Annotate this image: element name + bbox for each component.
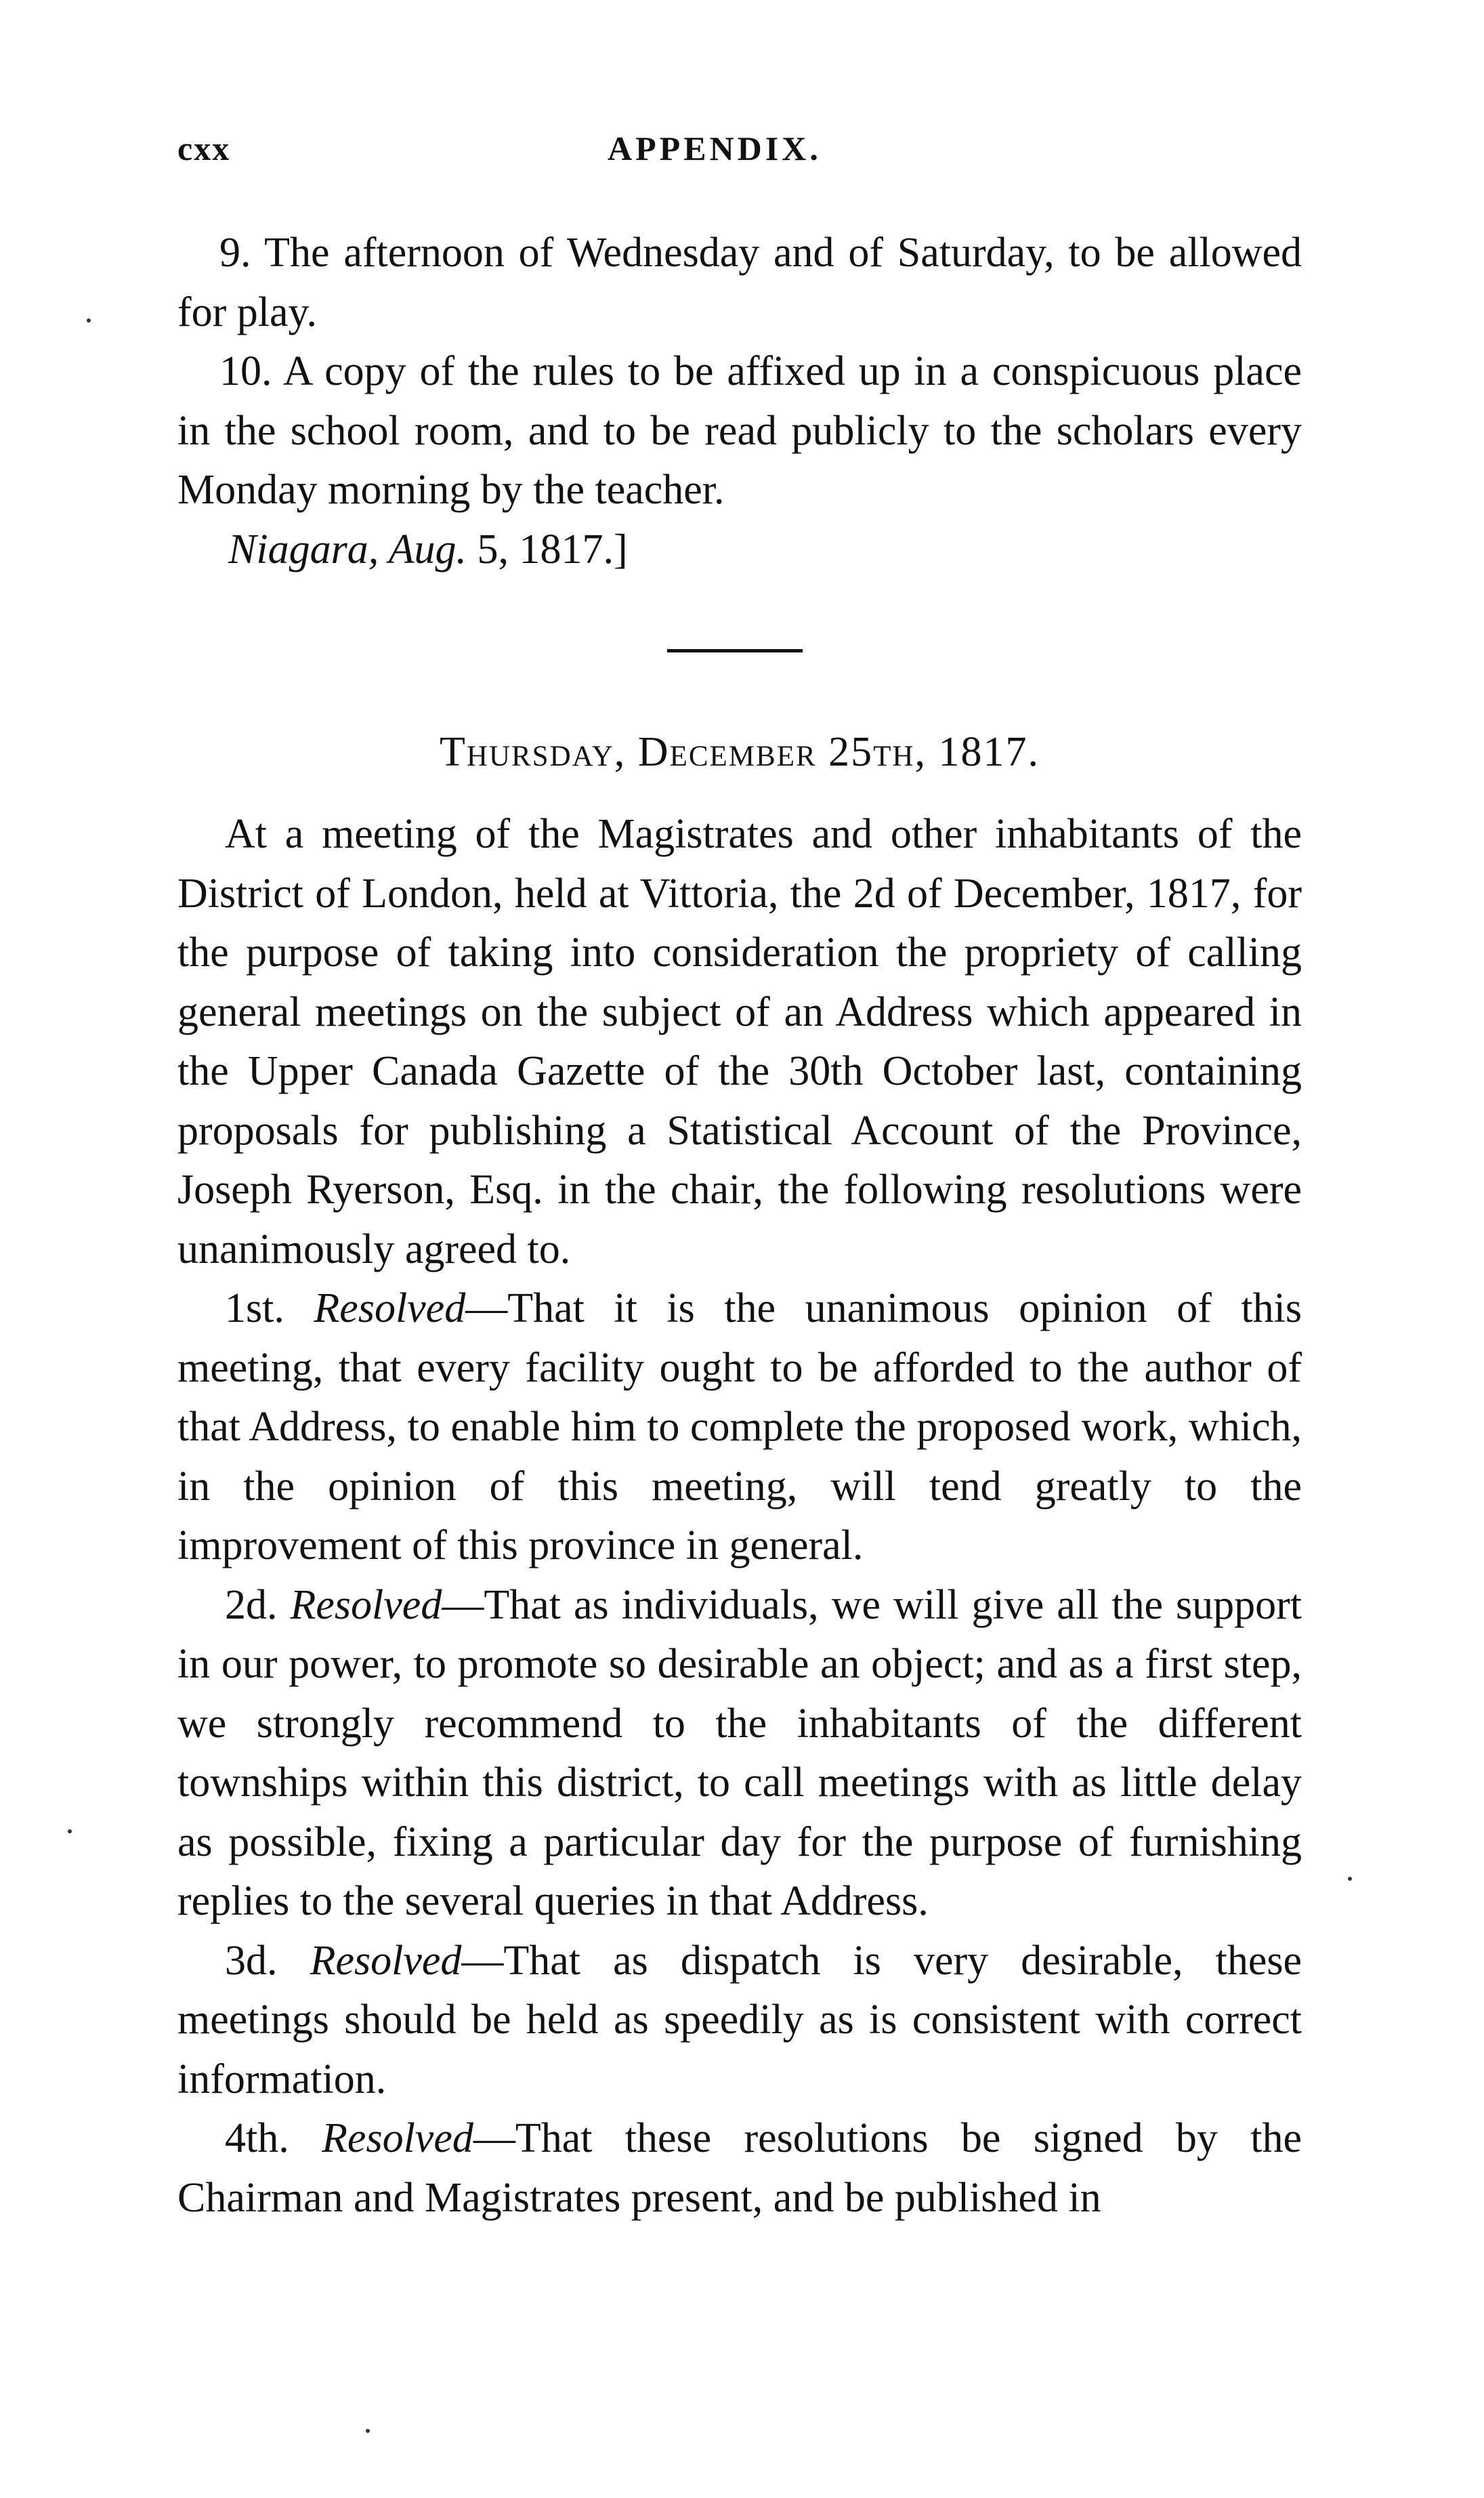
section-divider	[667, 649, 803, 652]
section-heading: Thursday, December 25th, 1817.	[440, 729, 1040, 775]
ink-speck	[366, 2429, 370, 2433]
resolution-2	[177, 1576, 1302, 1932]
resolution-number: 4th.	[225, 2115, 289, 2161]
resolution-label: Resolved	[314, 1285, 466, 1331]
resolution-number: 1st.	[225, 1285, 284, 1331]
ink-speck	[68, 1829, 72, 1833]
running-head	[177, 129, 1302, 176]
dateline-place: Niagara, Aug.	[228, 526, 467, 573]
rule-9: 9. The afternoon of Wednesday and of Saturday, to be allowed for play.	[177, 230, 1302, 335]
meeting-report	[177, 805, 1302, 2228]
resolution-number: 3d.	[225, 1937, 278, 1984]
resolution-1	[177, 1279, 1302, 1576]
rule-10: 10. A copy of the rules to be affixed up in a conspicuous place in the school room, and to be read publicly to the scholars every Monday morning by the teacher.	[177, 348, 1302, 513]
ink-speck	[87, 318, 91, 322]
resolution-text: —That as individuals, we will give all the support in our power, to promote so desirable an object; and as a first step, we strongly recommend to the inhabitants of the different townships within this district, to call meetings with as little delay as possible, fixing a particular day for the purpose of furnishing replies to the several queries in that Address.	[177, 1581, 1302, 1924]
resolution-label: Resolved	[322, 2115, 473, 2161]
dateline	[177, 520, 1302, 580]
running-title: APPENDIX.	[608, 129, 822, 167]
resolution-3	[177, 1932, 1302, 2110]
resolution-text: —That as dispatch is very desirable, these meetings should be held as speedily as is consistent with correct information.	[177, 1937, 1302, 2102]
school-rules-continued	[177, 224, 1302, 579]
resolution-text: —That these resolutions be signed by the Chairman and Magistrates present, and be published in	[177, 2115, 1302, 2221]
page-number: cxx	[177, 129, 231, 167]
dateline-date: 5, 1817.]	[477, 526, 628, 573]
resolution-text: —That it is the unanimous opinion of this meeting, that every facility ought to be afforded to the author of that Address, to enable him to complete the proposed work, which, in the opinion of this meeting, will tend greatly to the improvement of this province in general.	[177, 1285, 1302, 1568]
resolution-label: Resolved	[310, 1937, 462, 1984]
ink-speck	[1348, 1877, 1352, 1881]
resolution-4	[177, 2109, 1302, 2228]
resolution-label: Resolved	[290, 1581, 442, 1628]
resolution-number: 2d.	[225, 1581, 278, 1628]
meeting-intro: At a meeting of the Magistrates and other inhabitants of the District of London, held at Vittoria, the 2d of December, 1817, for the purpose of taking into consideration the propriety of calling general meetings on the subject of an Address which appeared in the Upper Canada Gazette of the 30th October last, containing proposals for publishing a Statistical Account of the Province, Joseph Ryerson, Esq. in the chair, the following resolutions were unanimously agreed to.	[177, 811, 1302, 1272]
